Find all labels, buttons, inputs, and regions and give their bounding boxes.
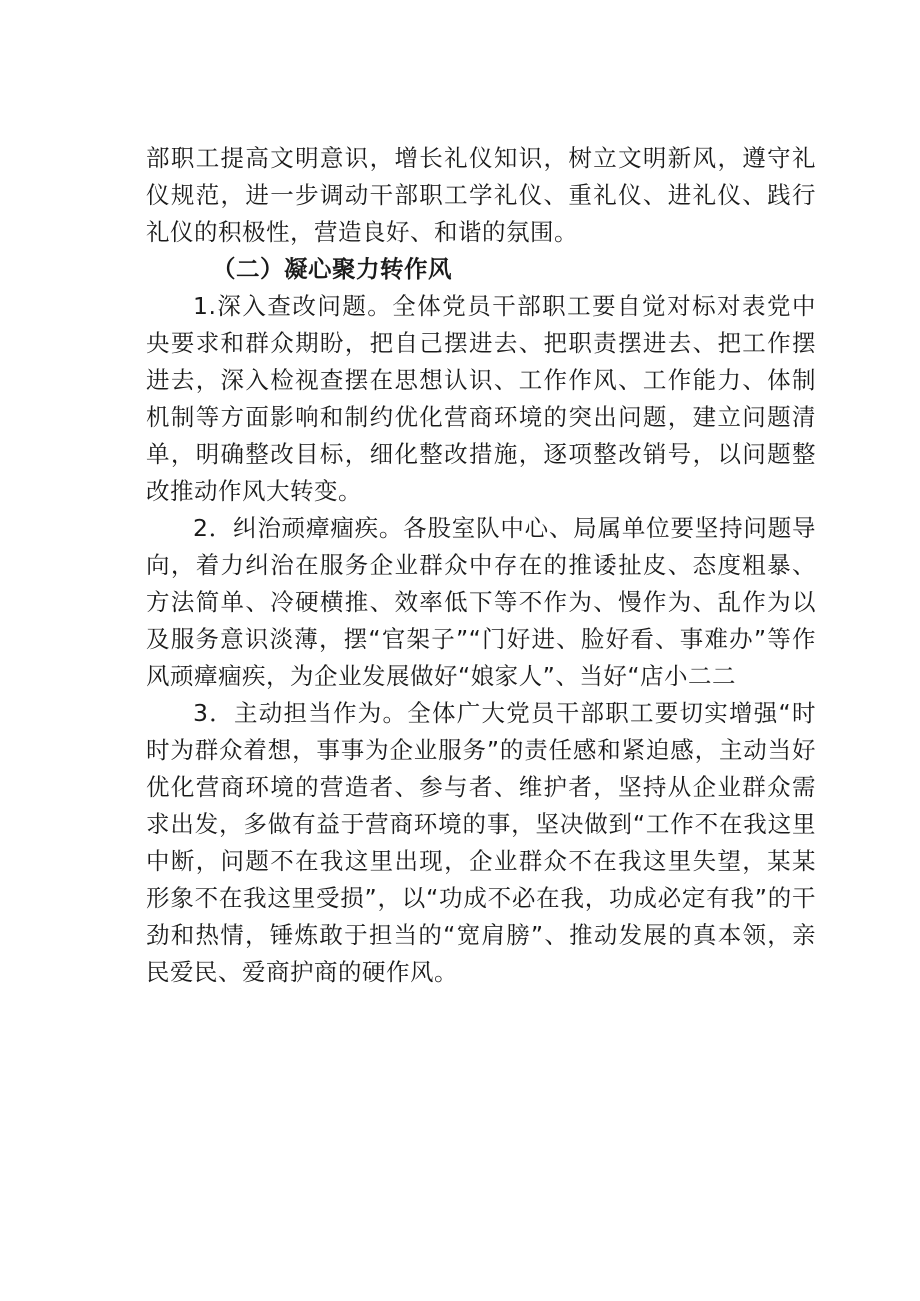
list-item-2: 2．纠治顽瘴痼疾。各股室队中心、局属单位要坚持问题导向，着力纠治在服务企业群众中存在的推诿扯皮、态度粗暴、方法简单、冷硬横推、效率低下等不作为、慢作为、乱作为以及服务意识淡薄，摆“官架子”“门好进、脸好看、事难办”等作风顽瘴痼疾，为企业发展做好“娘家人”、当好“店小二二 — [146, 514, 816, 690]
list-item-3: 3．主动担当作为。全体广大党员干部职工要切实增强“时时为群众着想，事事为企业服务”的责任感和紧迫感，主动当好优化营商环境的营造者、参与者、维护者，坚持从企业群众需求出发，多做有益于营商环境的事，坚决做到“工作不在我这里中断，问题不在我这里出现，企业群众不在我这里失望，某某形象不在我这里受损”，以“功成不必在我，功成必定有我”的干劲和热情，锤炼敢于担当的“宽肩膀”、推动发展的真本领，亲民爱民、爱商护商的硬作风。 — [146, 699, 816, 986]
list-item-1: 1.深入查改问题。全体党员干部职工要自觉对标对表党中央要求和群众期盼，把自己摆进去、把职责摆进去、把工作摆进去，深入检视查摆在思想认识、工作作风、工作能力、体制机制等方面影响和制约优化营商环境的突出问题，建立问题清单，明确整改目标，细化整改措施，逐项整改销号，以问题整改推动作风大转变。 — [146, 292, 816, 505]
section-heading: （二）凝心聚力转作风 — [212, 255, 452, 283]
intro-paragraph: 部职工提高文明意识，增长礼仪知识，树立文明新风，遵守礼仪规范，进一步调动干部职工学礼仪、重礼仪、进礼仪、践行礼仪的积极性，营造良好、和谐的氛围。 — [146, 144, 816, 246]
document-body — [146, 140, 816, 991]
